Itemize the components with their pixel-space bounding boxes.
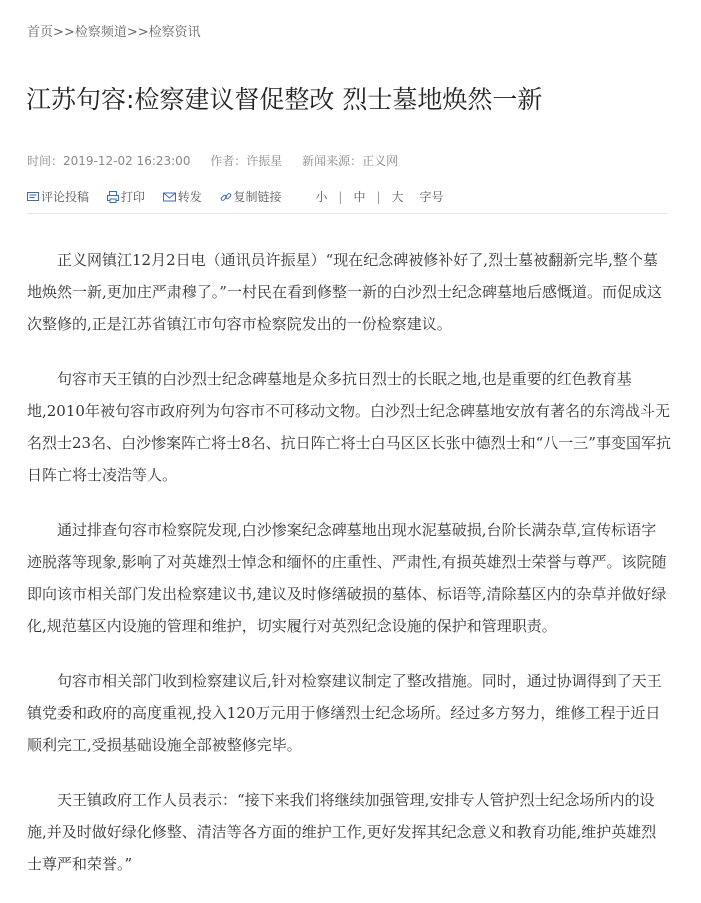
copy-link-label: 复制链接 — [233, 190, 282, 204]
breadcrumb-section-link[interactable]: 检察资讯 — [148, 25, 201, 40]
mail-icon — [163, 191, 176, 203]
breadcrumb-channel-link[interactable]: 检察频道 — [74, 25, 127, 40]
print-icon — [107, 191, 119, 203]
paragraph: 天王镇政府工作人员表示：“接下来我们将继续加强管理,安排专人管护烈士纪念场所内的设施,并及时做好绿化修整、清洁等各方面的维护工作,更好发挥其纪念意义和教育功能,维护英雄烈士尊严和荣誉。” — [27, 791, 657, 873]
breadcrumb-separator: >> — [126, 25, 149, 40]
breadcrumb-separator: >> — [53, 25, 75, 40]
comment-icon — [27, 191, 39, 203]
article-title: 江苏句容:检察建议督促整改 烈士墓地焕然一新 — [26, 85, 543, 114]
paragraph: 句容市相关部门收到检察建议后,针对检察建议制定了整改措施。同时，通过协调得到了天王镇党委和政府的高度重视,投入120万元用于修缮烈士纪念场所。经过多方努力，维修工程于近日顺利完工,受损基础设施全部被整修完毕。 — [27, 672, 662, 754]
font-size-label: 字号 — [419, 190, 444, 204]
article-toolbar — [27, 188, 667, 205]
breadcrumb — [27, 21, 201, 40]
comment-button[interactable] — [27, 188, 89, 205]
news-source: 新闻来源：正义网 — [302, 154, 399, 168]
font-size-separator: | — [376, 190, 381, 204]
print-label: 打印 — [120, 190, 145, 204]
article-body — [27, 244, 671, 903]
author: 作者：许振星 — [210, 154, 283, 168]
comment-label: 评论投稿 — [41, 190, 90, 204]
divider — [27, 213, 667, 214]
paragraph: 正义网镇江12月2日电（通讯员许振星）“现在纪念碑被修补好了,烈士墓被翻新完毕,整个墓地焕然一新,更加庄严肃穆了。”一村民在看到修整一新的白沙烈士纪念碑墓地后感慨道。而促成这次整修的,正是江苏省镇江市句容市检察院发出的一份检察建议。 — [27, 251, 662, 333]
forward-label: 转发 — [177, 190, 202, 204]
copy-link-button[interactable] — [220, 188, 282, 205]
font-medium-button[interactable]: 中 — [353, 190, 366, 204]
paragraph: 句容市天王镇的白沙烈士纪念碑墓地是众多抗日烈士的长眠之地,也是重要的红色教育基地,2010年被句容市政府列为句容市不可移动文物。白沙烈士纪念碑墓地安放有著名的东湾战斗无名烈士23名、白沙惨案阵亡将士8名、抗日阵亡将士白马区区长张中德烈士和“八一三”事变国军抗日阵亡将士凌浩等人。 — [27, 370, 671, 484]
article-meta — [27, 152, 414, 169]
print-button[interactable] — [107, 188, 145, 205]
font-large-button[interactable]: 大 — [391, 190, 404, 204]
font-small-button[interactable]: 小 — [315, 190, 328, 204]
link-icon — [220, 191, 232, 203]
forward-button[interactable] — [163, 188, 202, 205]
breadcrumb-home-link[interactable]: 首页 — [27, 25, 54, 40]
font-size-separator: | — [338, 190, 343, 204]
font-size-control — [315, 188, 443, 205]
paragraph: 通过排查句容市检察院发现,白沙惨案纪念碑墓地出现水泥墓破损,台阶长满杂草,宣传标语字迹脱落等现象,影响了对英雄烈士悼念和缅怀的庄重性、严肃性,有损英雄烈士荣誉与尊严。该院随即向该市相关部门发出检察建议书,建议及时修缮破损的墓体、标语等,清除墓区内的杂草并做好绿化,规范墓区内设施的管理和维护，切实履行对英烈纪念设施的保护和管理职责。 — [27, 521, 667, 635]
publish-time: 时间：2019-12-02 16:23:00 — [27, 154, 191, 168]
